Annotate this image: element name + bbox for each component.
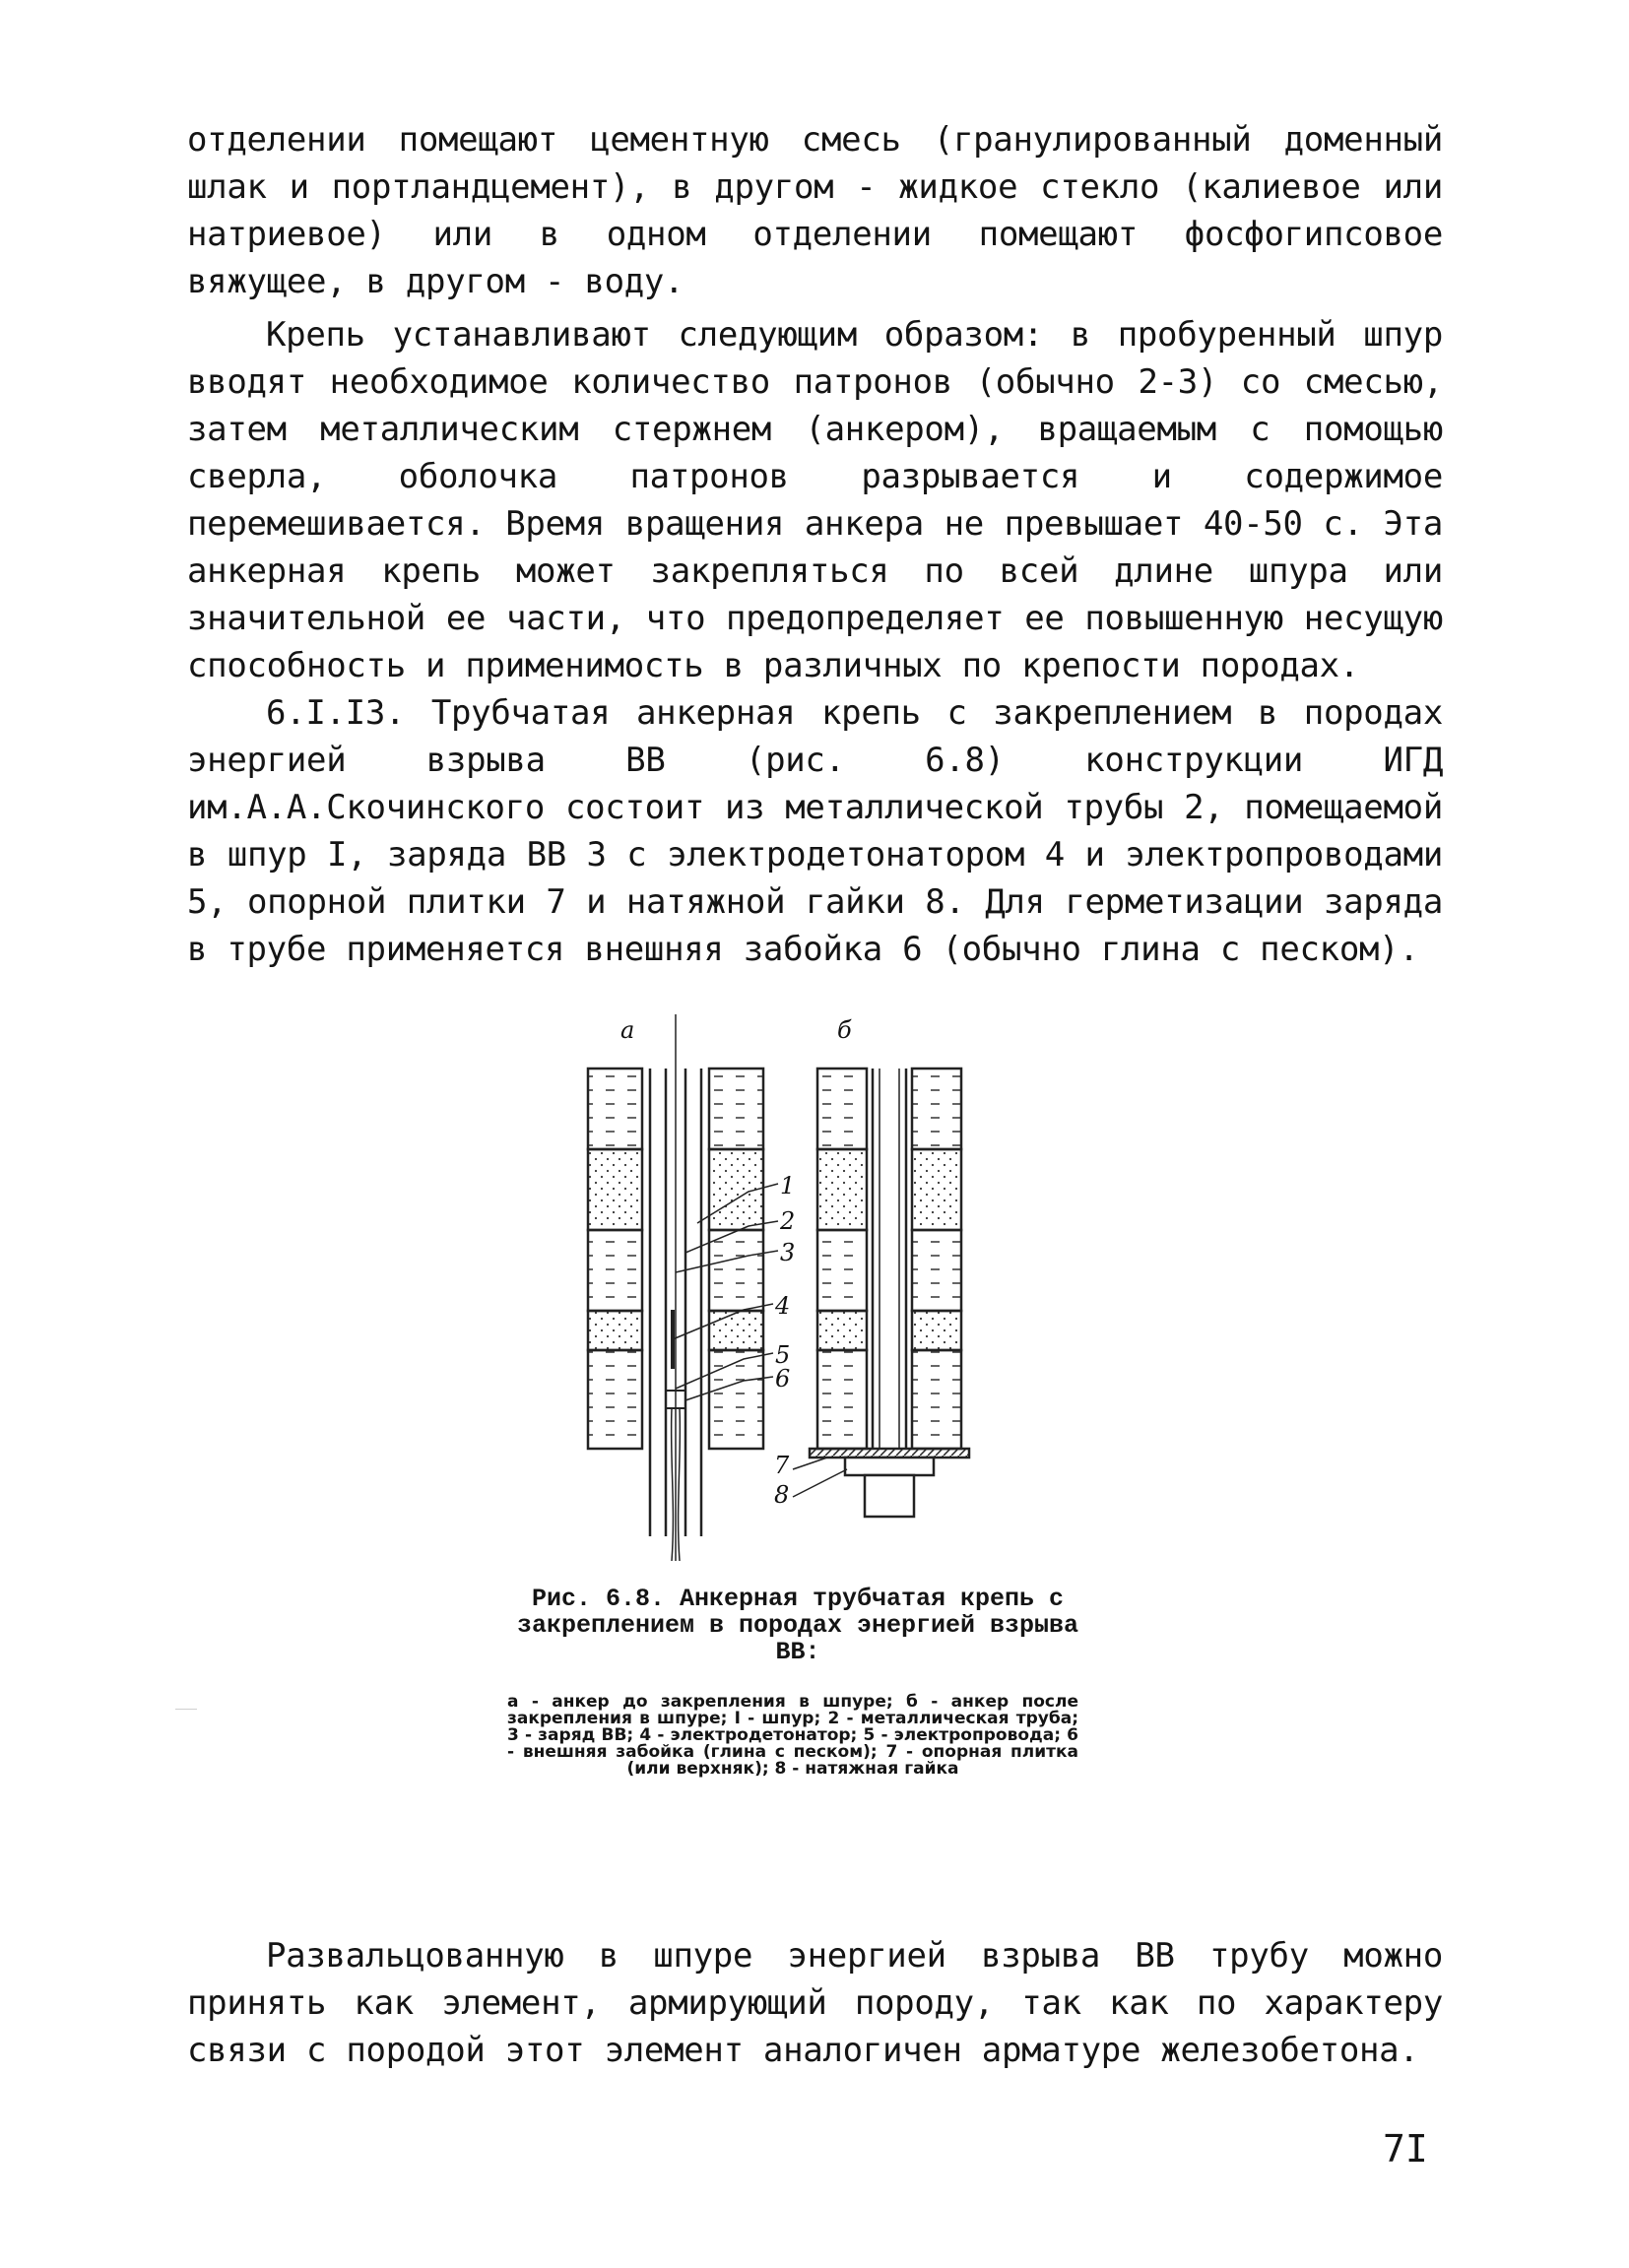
paragraph-conclusion: Развальцованную в шпуре энергией взрыва ВВ трубу можно принять как элемент, армирующий породу, так как по характеру связи с породой этот элемент аналогичен арматуре железобетона. xyxy=(187,1936,1443,2070)
callout-3: 3 xyxy=(780,1239,796,1266)
callout-5: 5 xyxy=(775,1341,791,1369)
page-number: 7I xyxy=(1383,2127,1428,2171)
callout-6: 6 xyxy=(775,1365,791,1393)
figure-caption: Рис. 6.8. Анкерная трубчатая крепь с закреплением в породах энергией взрыва ВВ: xyxy=(516,1585,1079,1666)
drawing-b-rock-right xyxy=(912,1069,961,1449)
figure-6-8 xyxy=(581,1014,1054,1566)
paragraph-section-6-1-13: 6.I.I3. Трубчатая анкерная крепь с закреплением в породах энергией взрыва ВВ (рис. 6.8) конструкции ИГД им.А.А.Скочинского состоит из металлической трубы 2, помещаемой в шпур I, заряда ВВ 3 с электродетонатором 4 и электропроводами 5, опорной плитки 7 и натяжной гайки 8. Для герметизации заряда в трубе применяется внешняя забойка 6 (обычно глина с песком). xyxy=(187,693,1443,969)
callout-1: 1 xyxy=(780,1172,796,1199)
paragraph-installation: Крепь устанавливают следующим образом: в пробуренный шпур вводят необходимое количество патронов (обычно 2-3) со смесью, затем металлическим стержнем (анкером), вращаемым с помощью сверла, оболочка патронов разрывается и содержимое перемешивается. Время вращения анкера не превышает 40-50 с. Эта анкерная крепь может закрепляться по всей длине шпура или значительной ее части, что предопределяет ее повышенную несущую способность и применимость в различных по крепости породах. xyxy=(187,315,1443,685)
paragraph-continuation: отделении помещают цементную смесь (гранулированный доменный шлак и портландцемент), в другом - жидкое стекло (калиевое или натриевое) или в одном отделении помещают фосфогипсовое вяжущее, в другом - воду. xyxy=(187,120,1443,301)
drawing-a-rock-left xyxy=(588,1069,642,1449)
label-drawing-b: б xyxy=(837,1016,852,1044)
callout-7: 7 xyxy=(774,1452,790,1479)
margin-mark xyxy=(175,1709,197,1710)
callout-8: 8 xyxy=(774,1481,790,1509)
label-drawing-a: а xyxy=(620,1016,635,1044)
drawing-b-rock-left xyxy=(817,1069,867,1449)
callout-4: 4 xyxy=(775,1292,791,1320)
callout-2: 2 xyxy=(780,1207,796,1235)
support-plate-and-nut xyxy=(810,1449,969,1517)
figure-legend: а - анкер до закрепления в шпуре; б - анкер после закрепления в шпуре; I - шпур; 2 - металлическая труба; 3 - заряд ВВ; 4 - электродетонатор; 5 - электропровода; 6 - внешняя забойка (глина с песком); 7 - опорная плитка (или верхняк); 8 - натяжная гайка xyxy=(507,1692,1078,1779)
drawing-a-tube xyxy=(650,1014,701,1561)
anchor-diagram xyxy=(581,1014,1054,1566)
drawing-b-expanded-tube xyxy=(873,1069,906,1449)
